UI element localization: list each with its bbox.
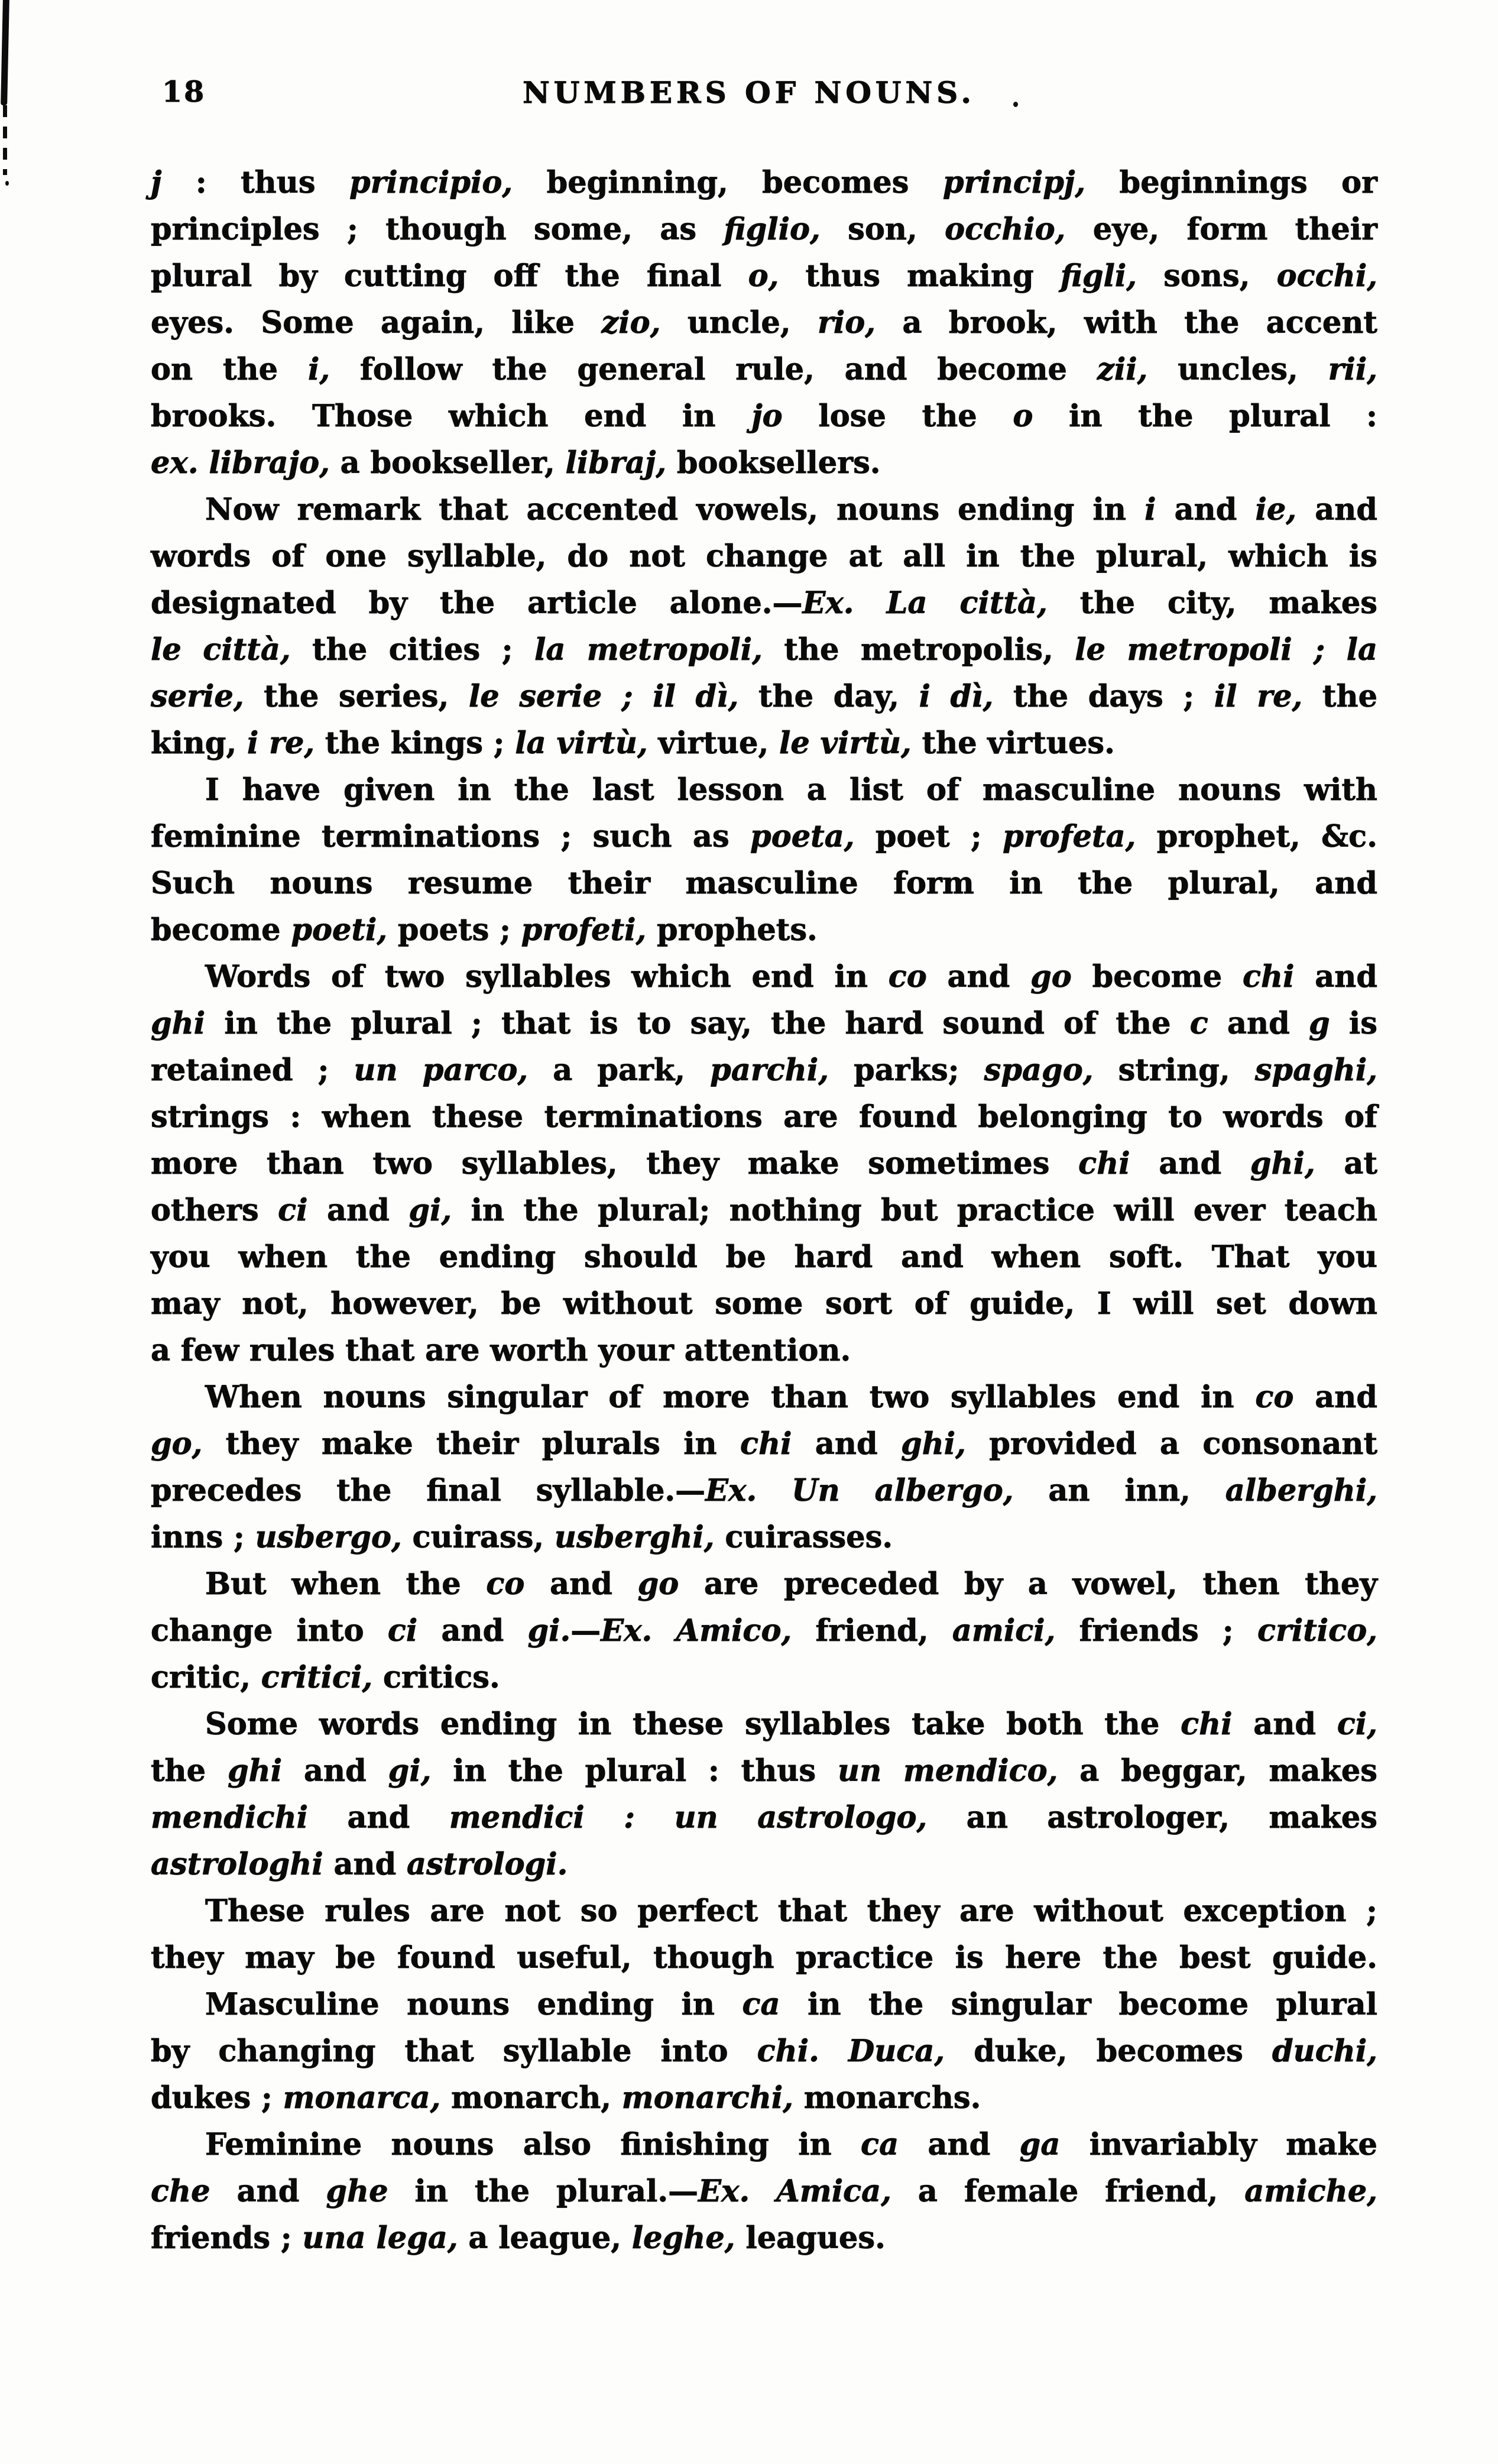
text-segment: friends ; [1055, 1613, 1257, 1649]
text-segment: friends ; [151, 2220, 303, 2256]
text-segment: beginnings or [1085, 165, 1377, 200]
text-segment: strings : when these terminations are found belonging to words of [151, 1099, 1377, 1135]
text-segment: a few rules that are worth your attention. [151, 1333, 851, 1368]
italic-text-segment: parchi, [710, 1053, 829, 1088]
text-segment: principles ; though some, as [151, 212, 724, 247]
italic-text-segment: ci [278, 1193, 308, 1228]
italic-text-segment: principj, [942, 165, 1086, 200]
text-line [151, 487, 1377, 533]
italic-text-segment: figli, [1060, 258, 1137, 294]
italic-text-segment: usbergo, [255, 1520, 402, 1555]
text-segment: a park, [528, 1053, 711, 1088]
text-segment: and [308, 1800, 449, 1835]
italic-text-segment: ghi [227, 1753, 283, 1789]
text-segment: a league, [458, 2220, 632, 2256]
text-segment: and [1208, 1006, 1309, 1041]
text-segment: follow the general rule, and become [330, 352, 1097, 387]
text-segment: lose the [782, 399, 1013, 434]
text-line [151, 440, 1377, 487]
text-line [151, 1981, 1377, 2028]
text-line [151, 720, 1377, 767]
italic-text-segment: monarchi, [621, 2080, 794, 2116]
text-line [151, 2215, 1377, 2262]
text-segment: a beggar, makes [1058, 1753, 1378, 1789]
italic-text-segment: un parco, [354, 1053, 528, 1088]
italic-text-segment: ga [1019, 2127, 1061, 2162]
text-segment: son, [820, 212, 945, 247]
text-line [151, 160, 1377, 206]
text-segment: may not, however, be without some sort of guide, I will set down [151, 1286, 1377, 1322]
italic-text-segment: le serie ; il dì, [468, 679, 739, 714]
text-segment: booksellers. [666, 445, 881, 481]
italic-text-segment: co [1255, 1380, 1294, 1415]
text-segment: and [307, 1193, 409, 1228]
italic-text-segment: amici, [952, 1613, 1056, 1649]
italic-text-segment: Duca, [848, 2034, 945, 2069]
italic-text-segment: un astrologo, [674, 1800, 928, 1835]
text-segment: retained ; [151, 1053, 354, 1088]
italic-text-segment: principio, [349, 165, 513, 200]
text-segment: the days ; [993, 679, 1214, 714]
text-segment: and [926, 959, 1031, 995]
italic-text-segment: go [1030, 959, 1072, 995]
text-line [151, 300, 1377, 347]
italic-text-segment: Ex. Un albergo, [705, 1473, 1014, 1508]
text-segment: more than two syllables, they make sometimes [151, 1146, 1079, 1181]
text-segment: and [282, 1753, 388, 1789]
text-line [151, 1047, 1377, 1094]
italic-text-segment: ie, [1255, 492, 1297, 527]
text-segment: and [899, 2127, 1020, 2162]
text-segment: and [210, 2174, 326, 2209]
italic-text-segment: co [888, 959, 927, 995]
text-segment: the [1302, 679, 1378, 714]
italic-text-segment: o, [748, 258, 779, 294]
text-segment: an astrologer, makes [927, 1800, 1377, 1835]
italic-text-segment: Ex. La città, [802, 585, 1048, 621]
text-segment: and [1294, 959, 1378, 995]
text-line [151, 814, 1377, 860]
italic-text-segment: astrologi. [407, 1847, 568, 1882]
text-segment: dukes ; [151, 2080, 283, 2116]
text-segment: brooks. Those which end in [151, 399, 752, 434]
text-segment: feminine terminations ; such as [151, 819, 751, 854]
text-segment: When nouns singular of more than two syllables end in [205, 1380, 1256, 1415]
italic-text-segment: profeta, [1003, 819, 1136, 854]
text-segment: the metropolis, [762, 632, 1075, 668]
page-number: 18 [162, 75, 206, 109]
text-segment: I have given in the last lesson a list of masculine nouns with [205, 772, 1377, 808]
italic-text-segment: go [637, 1566, 679, 1602]
italic-text-segment: jo [751, 399, 783, 434]
italic-text-segment: mendichi [151, 1800, 309, 1835]
text-segment: at [1315, 1146, 1378, 1181]
text-line [151, 1281, 1377, 1327]
text-line [151, 1888, 1377, 1935]
italic-text-segment: gi, [388, 1753, 432, 1789]
italic-text-segment: chi [740, 1426, 792, 1462]
italic-text-segment: duchi, [1272, 2034, 1377, 2069]
text-segment: the city, makes [1047, 585, 1377, 621]
page-body [151, 160, 1377, 2262]
text-segment: Words of two syllables which end in [205, 959, 889, 995]
text-line [151, 1094, 1377, 1141]
text-segment: prophet, &c. [1136, 819, 1377, 854]
text-segment: cuirass, [401, 1520, 555, 1555]
text-segment: But when the [205, 1566, 487, 1602]
italic-text-segment: gi, [408, 1193, 452, 1228]
text-line [151, 627, 1377, 674]
text-line [151, 1374, 1377, 1421]
text-segment: These rules are not so perfect that they are without exception ; [205, 1893, 1377, 1929]
text-segment: beginning, becomes [513, 165, 943, 200]
text-segment: the cities ; [290, 632, 534, 668]
text-segment: eyes. Some again, like [151, 305, 602, 341]
italic-text-segment: la virtù, [515, 726, 648, 761]
text-segment: sons, [1137, 258, 1277, 294]
text-segment: the series, [244, 679, 469, 714]
text-segment [819, 2034, 848, 2069]
text-segment: others [151, 1193, 278, 1228]
text-segment: inns ; [151, 1520, 255, 1555]
italic-text-segment: le metropoli ; la [1075, 632, 1377, 668]
text-segment: you when the ending should be hard and when soft. That you [151, 1239, 1377, 1275]
text-line [151, 1234, 1377, 1281]
italic-text-segment: occhio, [945, 212, 1066, 247]
text-line [151, 1421, 1377, 1468]
italic-text-segment: le città, [151, 632, 291, 668]
text-segment: eye, form their [1065, 212, 1378, 247]
text-line [151, 1654, 1377, 1701]
text-line [151, 1748, 1377, 1795]
italic-text-segment: poeta, [750, 819, 855, 854]
text-segment: the kings ; [314, 726, 515, 761]
text-line [151, 1701, 1377, 1748]
italic-text-segment: la metropoli, [534, 632, 763, 668]
running-head-title: NUMBERS OF NOUNS. [523, 75, 975, 110]
text-segment: cuirasses. [714, 1520, 893, 1555]
text-segment: in the plural : thus [431, 1753, 838, 1789]
text-line [151, 206, 1377, 253]
text-segment: in the plural.— [388, 2174, 699, 2209]
text-segment: they may be found useful, though practice is here the best guide. [151, 1940, 1377, 1976]
text-line [151, 1608, 1377, 1654]
text-segment: plural by cutting off the final [151, 258, 748, 294]
text-segment: Masculine nouns ending in [205, 1987, 742, 2022]
text-segment: leagues. [735, 2220, 886, 2256]
text-segment: designated by the article alone.— [151, 585, 803, 621]
italic-text-segment: ghi [151, 1006, 206, 1041]
italic-text-segment: i, [307, 352, 330, 387]
text-segment: in the singular become plural [780, 1987, 1377, 2022]
text-segment: poet ; [854, 819, 1003, 854]
text-segment: a female friend, [891, 2174, 1245, 2209]
text-segment: in the plural ; that is to say, the hard sound of the [205, 1006, 1190, 1041]
text-segment: monarch, [440, 2080, 622, 2116]
italic-text-segment: o [1013, 399, 1033, 434]
text-segment: and [524, 1566, 638, 1602]
text-segment: become [1071, 959, 1243, 995]
text-segment: provided a consonant [965, 1426, 1378, 1462]
text-segment: are preceded by a vowel, then they [679, 1566, 1378, 1602]
text-line [151, 1141, 1377, 1187]
text-segment: virtue, [647, 726, 779, 761]
text-segment: and [1232, 1707, 1337, 1742]
italic-text-segment: co [486, 1566, 525, 1602]
text-segment: duke, becomes [945, 2034, 1272, 2069]
italic-text-segment: ci, [1337, 1707, 1377, 1742]
italic-text-segment: chi [1181, 1707, 1233, 1742]
italic-text-segment: astrologhi [151, 1847, 323, 1882]
text-line [151, 580, 1377, 627]
italic-text-segment: go, [151, 1426, 203, 1462]
text-segment: Some words ending in these syllables take both the [205, 1707, 1181, 1742]
italic-text-segment: Ex. Amico, [601, 1613, 792, 1649]
italic-text-segment: chi [1078, 1146, 1130, 1181]
text-segment: and [417, 1613, 528, 1649]
italic-text-segment: zio, [601, 305, 661, 341]
text-line [151, 2028, 1377, 2075]
text-segment: change into [151, 1613, 388, 1649]
text-line [151, 1001, 1377, 1047]
text-segment: the [151, 1753, 228, 1789]
italic-text-segment: leghe, [631, 2220, 735, 2256]
italic-text-segment: i re, [247, 726, 315, 761]
italic-text-segment: un mendico, [838, 1753, 1058, 1789]
italic-text-segment: che [151, 2174, 210, 2209]
text-line [151, 954, 1377, 1001]
text-line [151, 907, 1377, 954]
italic-text-segment: ci [387, 1613, 418, 1649]
text-line [151, 1187, 1377, 1234]
italic-text-segment: i [1144, 492, 1156, 527]
italic-text-segment: mendici : [449, 1800, 635, 1835]
text-segment: uncles, [1147, 352, 1328, 387]
italic-text-segment: g [1309, 1006, 1330, 1041]
text-segment: critics. [372, 1660, 500, 1695]
italic-text-segment: ca [742, 1987, 780, 2022]
text-segment: and [323, 1847, 407, 1882]
text-segment: a brook, with the accent [876, 305, 1377, 341]
text-line [151, 674, 1377, 720]
text-line [151, 1795, 1377, 1841]
italic-text-segment: ex. librajo, [151, 445, 330, 481]
text-line [151, 2075, 1377, 2122]
text-segment: and [1296, 492, 1378, 527]
text-segment: — [570, 1613, 601, 1649]
text-segment: prophets. [646, 912, 818, 948]
italic-text-segment: zii, [1097, 352, 1148, 387]
text-segment: parks; [829, 1053, 984, 1088]
text-segment: friend, [792, 1613, 952, 1649]
text-segment: the day, [738, 679, 919, 714]
text-segment: become [151, 912, 291, 948]
italic-text-segment: spago, [984, 1053, 1094, 1088]
text-segment: on the [151, 352, 308, 387]
italic-text-segment: occhi, [1276, 258, 1377, 294]
text-segment: by changing that syllable into [151, 2034, 757, 2069]
italic-text-segment: rio, [818, 305, 876, 341]
italic-text-segment: ghi, [1250, 1146, 1315, 1181]
text-line [151, 1561, 1377, 1608]
text-line [151, 1841, 1377, 1888]
ink-speck-artifact [5, 181, 9, 186]
text-segment: invariably make [1060, 2127, 1377, 2162]
text-segment: and [1130, 1146, 1250, 1181]
italic-text-segment: usberghi, [554, 1520, 715, 1555]
italic-text-segment: il re, [1214, 679, 1303, 714]
italic-text-segment: rii, [1328, 352, 1377, 387]
text-line [151, 533, 1377, 580]
italic-text-segment: le virtù, [779, 726, 912, 761]
text-segment: uncle, [660, 305, 818, 341]
text-line [151, 767, 1377, 814]
italic-text-segment: Ex. Amica, [698, 2174, 891, 2209]
text-segment: : thus [161, 165, 349, 200]
text-segment: in the plural : [1033, 399, 1378, 434]
text-segment: and [792, 1426, 902, 1462]
text-line [151, 1468, 1377, 1514]
italic-text-segment: monarca, [283, 2080, 441, 2116]
text-segment: words of one syllable, do not change at all in the plural, which is [151, 539, 1377, 574]
text-line [151, 2122, 1377, 2168]
text-segment: an inn, [1013, 1473, 1225, 1508]
text-line [151, 2168, 1377, 2215]
text-segment: king, [151, 726, 247, 761]
text-segment: Now remark that accented vowels, nouns ending in [205, 492, 1145, 527]
italic-text-segment: serie, [151, 679, 244, 714]
italic-text-segment: chi. [757, 2034, 819, 2069]
italic-text-segment: critico, [1257, 1613, 1378, 1649]
text-line [151, 1514, 1377, 1561]
text-segment: precedes the final syllable.— [151, 1473, 706, 1508]
text-line [151, 860, 1377, 907]
text-segment: the virtues. [911, 726, 1115, 761]
italic-text-segment: una lega, [302, 2220, 458, 2256]
italic-text-segment: ghe [326, 2174, 388, 2209]
text-segment: monarchs. [793, 2080, 981, 2116]
ink-streak-dashes-artifact [3, 105, 7, 175]
text-segment: thus making [779, 258, 1061, 294]
text-line [151, 393, 1377, 440]
italic-text-segment: gi. [527, 1613, 571, 1649]
italic-text-segment: alberghi, [1225, 1473, 1378, 1508]
italic-text-segment: poeti, [291, 912, 388, 948]
italic-text-segment: i dì, [919, 679, 994, 714]
text-segment: and [1156, 492, 1256, 527]
text-segment: they make their plurals in [202, 1426, 741, 1462]
italic-text-segment: ca [861, 2127, 899, 2162]
italic-text-segment: chi [1242, 959, 1295, 995]
text-line [151, 1327, 1377, 1374]
text-segment: Such nouns resume their masculine form in the plural, and [151, 866, 1377, 901]
italic-text-segment: spaghi, [1254, 1053, 1377, 1088]
italic-text-segment: ghi, [901, 1426, 966, 1462]
italic-text-segment: c [1189, 1006, 1208, 1041]
italic-text-segment: libraj, [565, 445, 667, 481]
text-segment [635, 1800, 675, 1835]
text-segment: and [1293, 1380, 1377, 1415]
italic-text-segment: profeti, [521, 912, 647, 948]
text-segment: is [1330, 1006, 1378, 1041]
italic-text-segment: critici, [261, 1660, 373, 1695]
text-segment: Feminine nouns also finishing in [205, 2127, 861, 2162]
text-segment: a bookseller, [329, 445, 566, 481]
text-line [151, 1935, 1377, 1981]
text-segment: poets ; [387, 912, 521, 948]
italic-text-segment: figlio, [724, 212, 821, 247]
text-line [151, 253, 1377, 300]
italic-text-segment: amiche, [1244, 2174, 1377, 2209]
text-segment: string, [1093, 1053, 1255, 1088]
text-line [151, 347, 1377, 393]
text-segment: in the plural; nothing but practice will ever teach [452, 1193, 1377, 1228]
italic-text-segment: j [151, 165, 162, 200]
text-segment: critic, [151, 1660, 261, 1695]
